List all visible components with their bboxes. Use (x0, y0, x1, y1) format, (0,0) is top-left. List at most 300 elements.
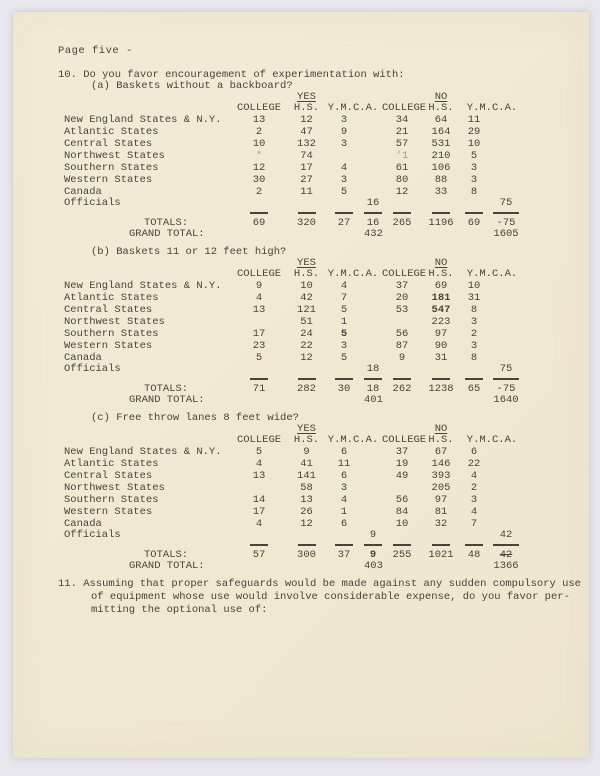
cell-value: 29 (467, 126, 481, 138)
cell-value: 97 (434, 494, 448, 506)
totals-value: -75 (496, 383, 516, 395)
table-b (64, 246, 534, 406)
rule-dash-line (364, 378, 382, 380)
cell-value: 17 (252, 328, 266, 340)
rule-dash (422, 209, 460, 217)
cell-value: 13 (252, 304, 266, 316)
table-row (64, 150, 534, 162)
totals-label: TOTALS: (144, 217, 189, 229)
table-row (64, 174, 534, 186)
table-row (64, 138, 534, 150)
cell-value: 19 (395, 458, 409, 470)
row-label: New England States & N.Y. (64, 114, 222, 126)
cell-value: 1 (340, 316, 348, 328)
cell-value: 5 (470, 150, 478, 162)
table-row (64, 316, 534, 328)
cell-value: 4 (470, 470, 478, 482)
cell-value: 2 (255, 186, 263, 198)
totals-value: 37 (337, 549, 351, 561)
rule-dash-line (364, 544, 382, 546)
totals-value: 27 (337, 217, 351, 229)
row-label: Atlantic States (64, 458, 159, 470)
cell-value: 223 (431, 316, 451, 328)
question-11-line2: of equipment whose use would involve considerable expense, do you favor per- (91, 591, 570, 603)
row-label: Western States (64, 506, 153, 518)
totals-value: 255 (392, 549, 412, 561)
officials-row (64, 198, 534, 209)
rule-dash (289, 375, 324, 383)
officials-no-value: 75 (499, 197, 513, 209)
column-header: Y.M.C.A. (327, 434, 379, 446)
column-header: H.S. (293, 268, 320, 280)
cell-value: 26 (300, 506, 313, 518)
cell-value: 205 (431, 482, 451, 494)
cell-value: 3 (340, 482, 348, 494)
totals-value: 1238 (428, 383, 454, 395)
column-header: H.S. (428, 434, 454, 446)
cell-value: 13 (252, 114, 266, 126)
cell-value: 4 (340, 494, 348, 506)
cell-value: 8 (470, 186, 478, 198)
cell-value: 10 (300, 280, 313, 292)
cell-value: 7 (340, 292, 348, 304)
cell-value: 8 (470, 352, 478, 364)
cell-value: 5 (340, 328, 348, 340)
rule-dash-line (393, 212, 411, 214)
cell-value (229, 482, 289, 494)
table-row (64, 162, 534, 174)
rule-dash (364, 209, 382, 217)
table-row (64, 458, 534, 470)
table-b-question: (b) Baskets 11 or 12 feet high? (91, 246, 287, 258)
totals-value: 1021 (428, 549, 454, 561)
row-label: Central States (64, 470, 153, 482)
cell-value: 10 (252, 138, 266, 150)
cell-value: 22 (300, 340, 313, 352)
grand-total-label: GRAND TOTAL: (129, 560, 205, 572)
cell-value: 12 (300, 114, 313, 126)
table-row (64, 126, 534, 138)
cell-value: 6 (340, 470, 348, 482)
question-10: 10. Do you favor encouragement of experimentation with: (58, 69, 405, 81)
cell-value: 57 (395, 138, 409, 150)
column-header-row (64, 269, 534, 280)
cell-value: 90 (434, 340, 448, 352)
rule-dash-line (493, 544, 519, 546)
table-a-question: (a) Baskets without a backboard? (91, 80, 293, 92)
rule-dash (289, 209, 324, 217)
table-row (64, 352, 534, 364)
rule-dash (488, 541, 524, 549)
table-row (64, 114, 534, 126)
grand-total-yes-value: 432 (364, 228, 383, 240)
question-11 (58, 578, 581, 617)
rule-dash (324, 375, 364, 383)
cell-value: 3 (340, 114, 348, 126)
page-title: Page five - (58, 45, 133, 57)
row-label: Officials (64, 363, 121, 375)
cell-value: 10 (467, 138, 481, 150)
cell-value: 74 (300, 150, 313, 162)
rule-dash-line (493, 378, 519, 380)
rule-dash (460, 375, 488, 383)
cell-value: 11 (467, 114, 481, 126)
row-label: Northwest States (64, 482, 165, 494)
grand-total-yes-value: 403 (364, 560, 383, 572)
row-label: Atlantic States (64, 292, 159, 304)
cell-value: 13 (300, 494, 313, 506)
table-c-grid (64, 424, 534, 572)
rule-dash (382, 209, 422, 217)
cell-value: '1 (395, 150, 409, 162)
cell-value: 2 (255, 126, 263, 138)
cell-value: 51 (300, 316, 313, 328)
paper-sheet (13, 12, 589, 758)
no-group-header: NO (434, 423, 448, 435)
cell-value: 3 (470, 316, 478, 328)
rule-row (64, 209, 534, 217)
cell-value: 9 (340, 126, 348, 138)
rule-row (64, 375, 534, 383)
totals-value: 69 (252, 217, 266, 229)
row-label: Atlantic States (64, 126, 159, 138)
cell-value: 181 (431, 292, 451, 304)
cell-value: 3 (340, 138, 348, 150)
column-header: Y.M.C.A. (466, 268, 518, 280)
row-label: Central States (64, 304, 153, 316)
table-a (64, 80, 534, 240)
column-header: Y.M.C.A. (466, 102, 518, 114)
rule-dash (422, 375, 460, 383)
cell-value: 6 (340, 518, 348, 530)
rule-dash (289, 541, 324, 549)
rule-dash-line (250, 544, 268, 546)
rule-dash-line (432, 212, 450, 214)
cell-value: 3 (470, 340, 478, 352)
cell-value: 33 (434, 186, 448, 198)
cell-value: 87 (395, 340, 409, 352)
cell-value: 132 (297, 138, 316, 150)
totals-label: TOTALS: (144, 383, 189, 395)
rule-dash-line (298, 544, 316, 546)
rule-dash (364, 375, 382, 383)
cell-value: 5 (340, 352, 348, 364)
cell-value: 81 (434, 506, 448, 518)
table-row (64, 518, 534, 530)
cell-value: 5 (255, 446, 263, 458)
rule-dash (364, 541, 382, 549)
cell-value: 121 (297, 304, 316, 316)
cell-value: 11 (300, 186, 313, 198)
question-11-line1: 11. Assuming that proper safeguards would be made against any sudden compulsory use (58, 578, 581, 590)
cell-value (382, 316, 422, 328)
officials-row (64, 530, 534, 541)
cell-value: 164 (431, 126, 451, 138)
cell-value: 80 (395, 174, 409, 186)
totals-value: 48 (467, 549, 481, 561)
officials-yes-value: 9 (369, 529, 377, 541)
cell-value: 24 (300, 328, 313, 340)
cell-value: 10 (467, 280, 481, 292)
cell-value: 6 (470, 446, 478, 458)
column-header: COLLEGE (382, 434, 427, 446)
cell-value: 56 (395, 494, 409, 506)
rule-dash-line (465, 544, 483, 546)
cell-value: 12 (395, 186, 409, 198)
grand-total-row (64, 229, 534, 240)
cell-value: 9 (398, 352, 406, 364)
cell-value: 7 (470, 518, 478, 530)
table-a-grid (64, 92, 534, 240)
grand-total-row (64, 561, 534, 572)
row-label: Southern States (64, 494, 159, 506)
column-header: Y.M.C.A. (327, 268, 379, 280)
totals-value: 71 (252, 383, 266, 395)
cell-value: 88 (434, 174, 448, 186)
cell-value: 12 (252, 162, 266, 174)
table-c (64, 412, 534, 572)
totals-value: 282 (297, 383, 316, 395)
totals-value: 262 (392, 383, 412, 395)
cell-value: 393 (431, 470, 451, 482)
yes-group-header: YES (297, 257, 316, 269)
column-header: Y.M.C.A. (466, 434, 518, 446)
table-row (64, 506, 534, 518)
cell-value: 531 (431, 138, 451, 150)
officials-row (64, 364, 534, 375)
column-header: H.S. (428, 268, 454, 280)
row-label: Western States (64, 174, 153, 186)
column-header: COLLEGE (236, 268, 282, 280)
cell-value: 5 (340, 304, 348, 316)
cell-value (324, 150, 364, 162)
grand-total-yes-value: 401 (364, 394, 383, 406)
no-group-header: NO (434, 257, 448, 269)
grand-total-no-value: 1605 (493, 228, 519, 240)
table-row (64, 304, 534, 316)
cell-value: 17 (300, 162, 313, 174)
table-row (64, 494, 534, 506)
cell-value: 12 (300, 518, 313, 530)
column-header: COLLEGE (236, 434, 282, 446)
cell-value: 4 (255, 292, 263, 304)
rule-dash (324, 541, 364, 549)
rule-dash-line (493, 212, 519, 214)
column-header: COLLEGE (382, 102, 427, 114)
cell-value: 32 (434, 518, 448, 530)
cell-value: 106 (431, 162, 451, 174)
cell-value: 42 (300, 292, 313, 304)
rule-dash-line (432, 544, 450, 546)
rule-dash (460, 541, 488, 549)
cell-value: 23 (252, 340, 266, 352)
rule-row (64, 541, 534, 549)
no-group-header: NO (434, 91, 448, 103)
column-header-row (64, 435, 534, 446)
rule-dash (324, 209, 364, 217)
totals-value: 320 (297, 217, 316, 229)
officials-yes-value: 16 (366, 197, 380, 209)
rule-dash-line (432, 378, 450, 380)
table-c-question: (c) Free throw lanes 8 feet wide? (91, 412, 299, 424)
rule-dash (229, 541, 289, 549)
cell-value: 17 (252, 506, 266, 518)
rule-dash (488, 375, 524, 383)
row-label: New England States & N.Y. (64, 446, 222, 458)
row-label: Officials (64, 529, 121, 541)
rule-dash (422, 541, 460, 549)
rule-dash-line (298, 212, 316, 214)
grand-total-no-value: 1366 (493, 560, 519, 572)
cell-value: 210 (431, 150, 451, 162)
cell-value: 67 (434, 446, 448, 458)
table-row (64, 328, 534, 340)
rule-dash-line (250, 378, 268, 380)
row-label: Central States (64, 138, 153, 150)
cell-value: 13 (252, 470, 266, 482)
cell-value: 3 (470, 494, 478, 506)
row-label: Western States (64, 340, 153, 352)
cell-value: 34 (395, 114, 409, 126)
cell-value: 4 (470, 506, 478, 518)
cell-value: 146 (431, 458, 451, 470)
table-row (64, 482, 534, 494)
cell-value: 4 (340, 280, 348, 292)
totals-value: 30 (337, 383, 351, 395)
cell-value: 3 (470, 174, 478, 186)
cell-value: 41 (300, 458, 313, 470)
cell-value: 27 (300, 174, 313, 186)
row-label: Southern States (64, 162, 159, 174)
cell-value: 6 (340, 446, 348, 458)
table-row (64, 470, 534, 482)
cell-value: 53 (395, 304, 409, 316)
cell-value: 2 (470, 482, 478, 494)
totals-value: 57 (252, 549, 266, 561)
cell-value (382, 482, 422, 494)
totals-value: 18 (366, 383, 380, 395)
totals-value: 300 (297, 549, 316, 561)
rule-dash-line (364, 212, 382, 214)
rule-dash-line (393, 378, 411, 380)
cell-value: 64 (434, 114, 448, 126)
cell-value: 5 (340, 186, 348, 198)
row-label: Officials (64, 197, 121, 209)
officials-yes-value: 18 (366, 363, 380, 375)
rule-dash-line (335, 544, 353, 546)
totals-value: 9 (369, 549, 377, 561)
rule-dash-line (298, 378, 316, 380)
row-label: Canada (64, 518, 102, 530)
table-b-grid (64, 258, 534, 406)
row-label: New England States & N.Y. (64, 280, 222, 292)
cell-value: 141 (297, 470, 316, 482)
totals-value: 42 (499, 549, 513, 561)
cell-value: 84 (395, 506, 409, 518)
cell-value: 30 (252, 174, 266, 186)
column-header: H.S. (293, 434, 320, 446)
cell-value: 97 (434, 328, 448, 340)
cell-value: 61 (395, 162, 409, 174)
rule-dash (229, 375, 289, 383)
totals-value: -75 (496, 217, 516, 229)
grand-total-label: GRAND TOTAL: (129, 228, 205, 240)
officials-no-value: 42 (499, 529, 513, 541)
rule-dash-line (335, 212, 353, 214)
cell-value: 11 (337, 458, 351, 470)
cell-value: 21 (395, 126, 409, 138)
officials-no-value: 75 (499, 363, 513, 375)
rule-dash (488, 209, 524, 217)
cell-value: 14 (252, 494, 266, 506)
totals-value: 69 (467, 217, 481, 229)
column-header: COLLEGE (236, 102, 282, 114)
row-label: Northwest States (64, 316, 165, 328)
rule-dash-line (465, 212, 483, 214)
totals-value: 1196 (428, 217, 454, 229)
yes-group-header: YES (297, 423, 316, 435)
rule-dash (382, 541, 422, 549)
rule-dash-line (393, 544, 411, 546)
cell-value: * (255, 150, 263, 162)
table-row (64, 280, 534, 292)
totals-value: 16 (366, 217, 380, 229)
cell-value: 4 (255, 518, 263, 530)
table-row (64, 446, 534, 458)
cell-value: 49 (395, 470, 409, 482)
grand-total-row (64, 395, 534, 406)
cell-value: 22 (467, 458, 481, 470)
column-header: H.S. (293, 102, 320, 114)
cell-value: 5 (255, 352, 263, 364)
table-row (64, 186, 534, 198)
cell-value: 69 (434, 280, 448, 292)
totals-label: TOTALS: (144, 549, 189, 561)
cell-value: 37 (395, 446, 409, 458)
grand-total-label: GRAND TOTAL: (129, 394, 205, 406)
row-label: Canada (64, 186, 102, 198)
column-header-row (64, 103, 534, 114)
cell-value: 37 (395, 280, 409, 292)
cell-value: 2 (470, 328, 478, 340)
cell-value: 56 (395, 328, 409, 340)
cell-value: 20 (395, 292, 409, 304)
cell-value: 31 (467, 292, 481, 304)
rule-dash-line (335, 378, 353, 380)
table-row (64, 340, 534, 352)
cell-value: 1 (340, 506, 348, 518)
grand-total-no-value: 1640 (493, 394, 519, 406)
cell-value: 4 (340, 162, 348, 174)
rule-dash (382, 375, 422, 383)
cell-value: 9 (303, 446, 310, 458)
cell-value: 47 (300, 126, 313, 138)
cell-value: 9 (255, 280, 263, 292)
row-label: Northwest States (64, 150, 165, 162)
rule-dash (229, 209, 289, 217)
column-header: H.S. (428, 102, 454, 114)
row-label: Canada (64, 352, 102, 364)
column-header: COLLEGE (382, 268, 427, 280)
row-label: Southern States (64, 328, 159, 340)
rule-dash-line (250, 212, 268, 214)
cell-value: 3 (340, 174, 348, 186)
yes-group-header: YES (297, 91, 316, 103)
cell-value: 31 (434, 352, 448, 364)
cell-value: 547 (431, 304, 451, 316)
cell-value: 10 (395, 518, 409, 530)
rule-dash (460, 209, 488, 217)
